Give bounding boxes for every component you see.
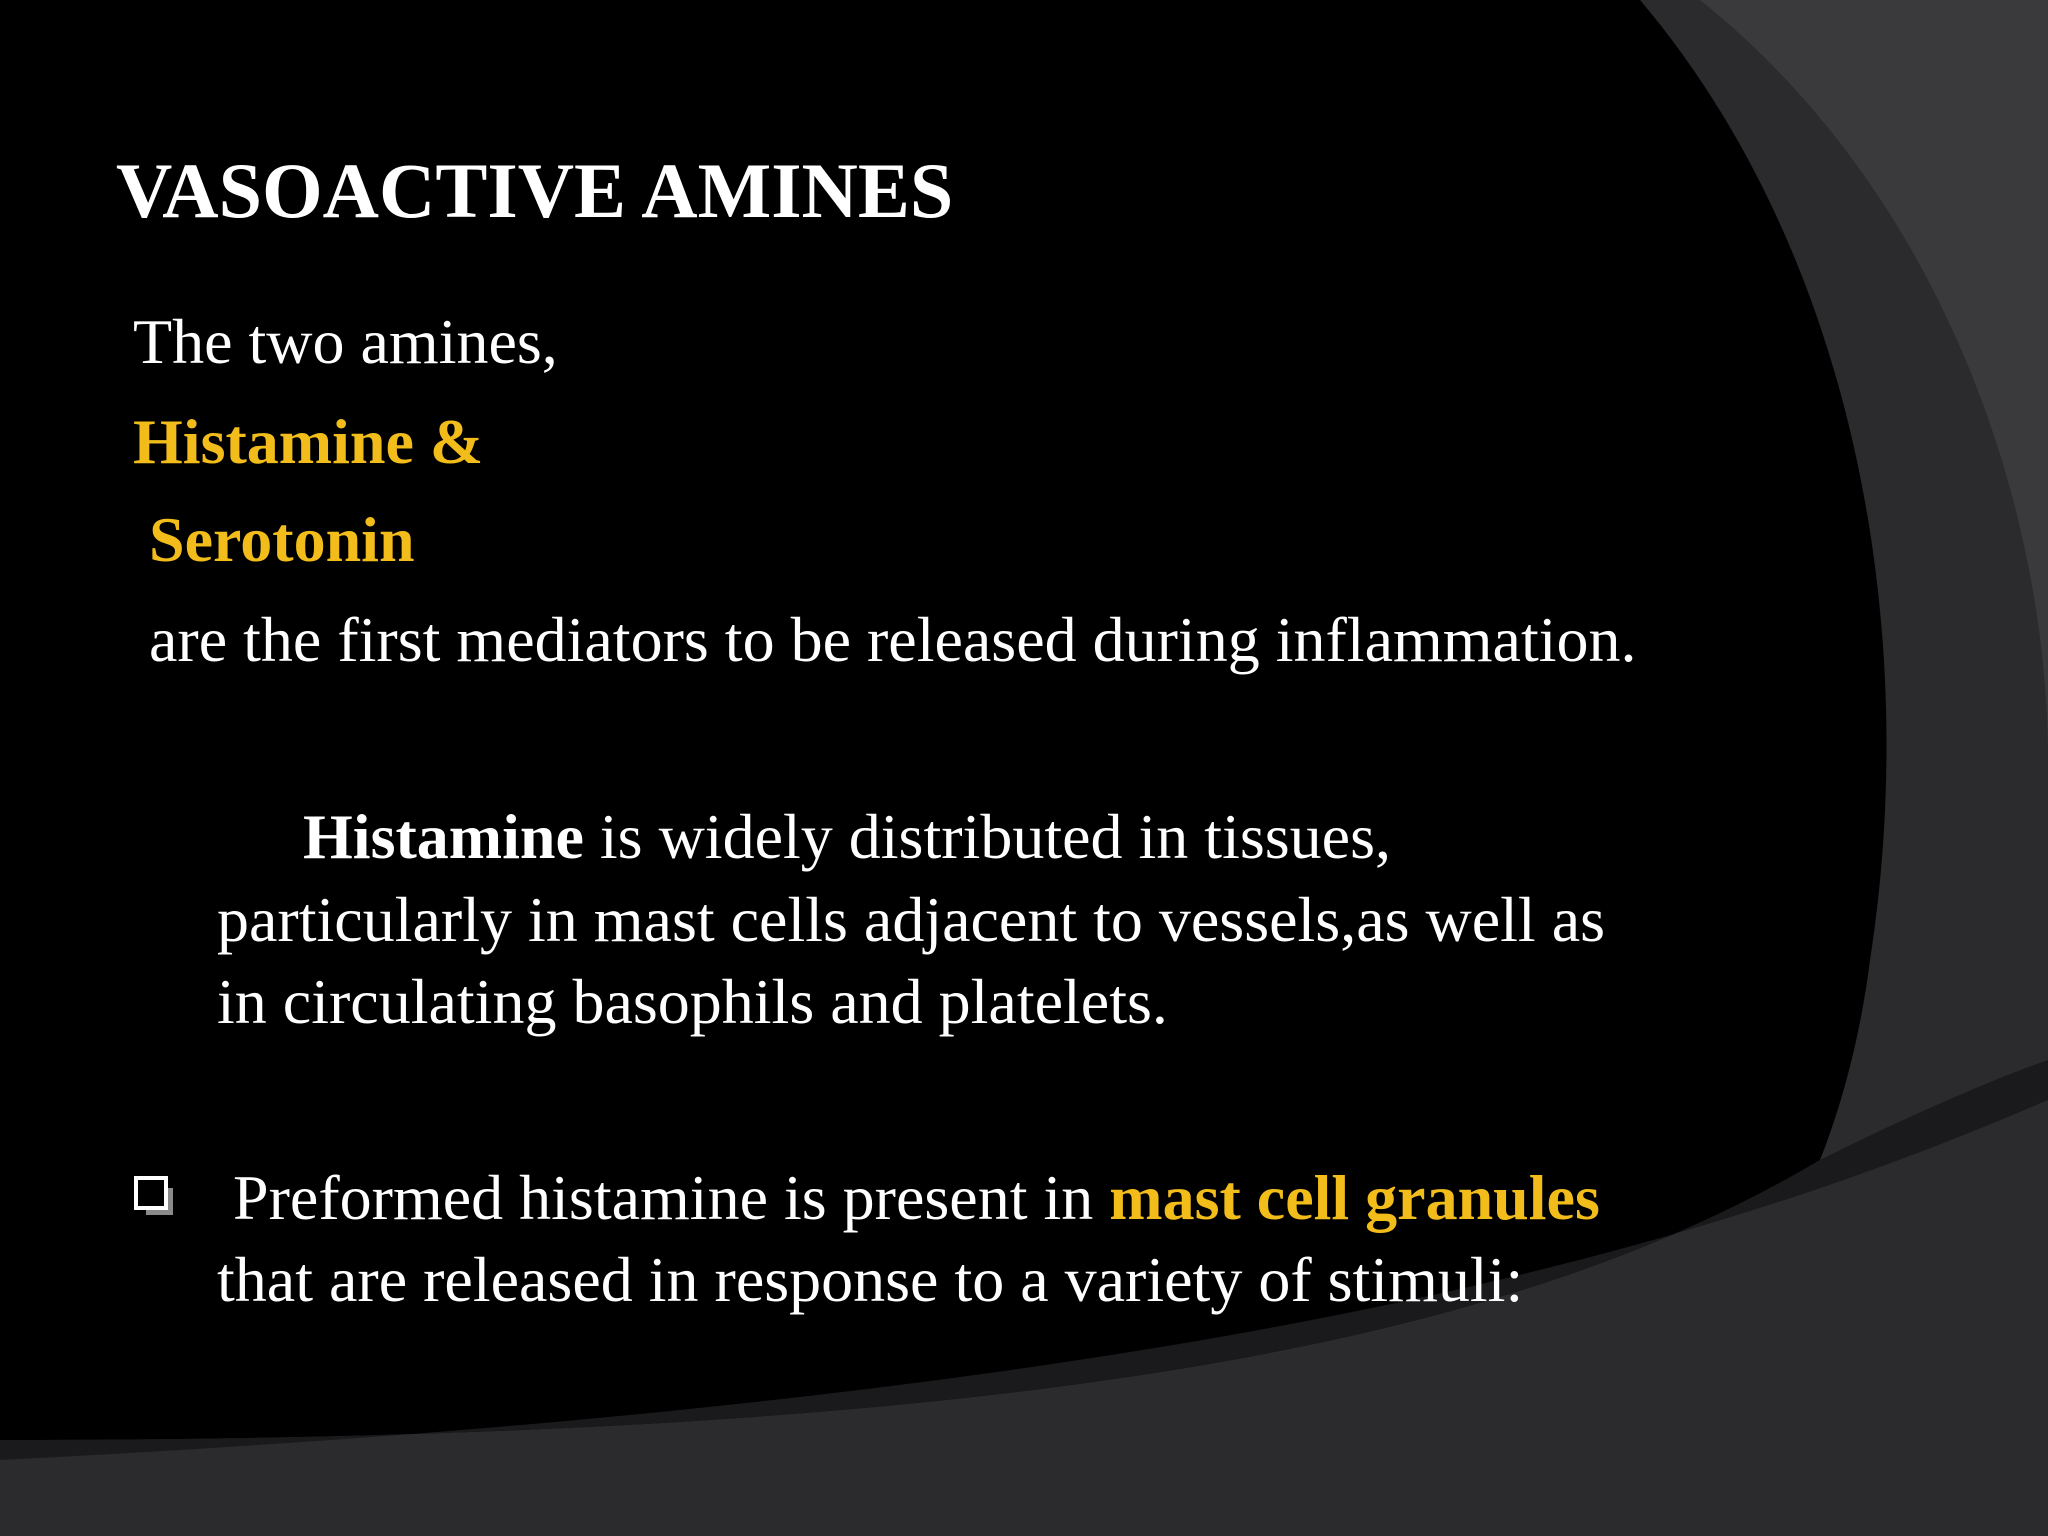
amine-histamine: Histamine & (133, 406, 484, 477)
paragraph-line-3: in circulating basophils and platelets. (217, 966, 1168, 1037)
slide-title: VASOACTIVE AMINES (116, 147, 954, 234)
bullet-line-2: that are released in response to a variety of stimuli: (217, 1244, 1524, 1315)
paragraph-line-1 (303, 801, 1391, 872)
paragraph-line-1-rest: is widely distributed in tissues, (583, 801, 1391, 872)
amine-serotonin: Serotonin (149, 504, 415, 575)
checkbox-square-icon (133, 1175, 175, 1217)
intro-tail: are the first mediators to be released during inflammation. (149, 604, 1637, 675)
mast-cell-granules-highlight: mast cell granules (1109, 1162, 1600, 1233)
intro-line: The two amines, (133, 306, 558, 377)
paragraph-line-2: particularly in mast cells adjacent to vessels,as well as (217, 884, 1605, 955)
bullet-text-before: Preformed histamine is present in (233, 1162, 1110, 1233)
histamine-bold: Histamine (303, 801, 584, 872)
bullet-line-1 (233, 1162, 1600, 1233)
